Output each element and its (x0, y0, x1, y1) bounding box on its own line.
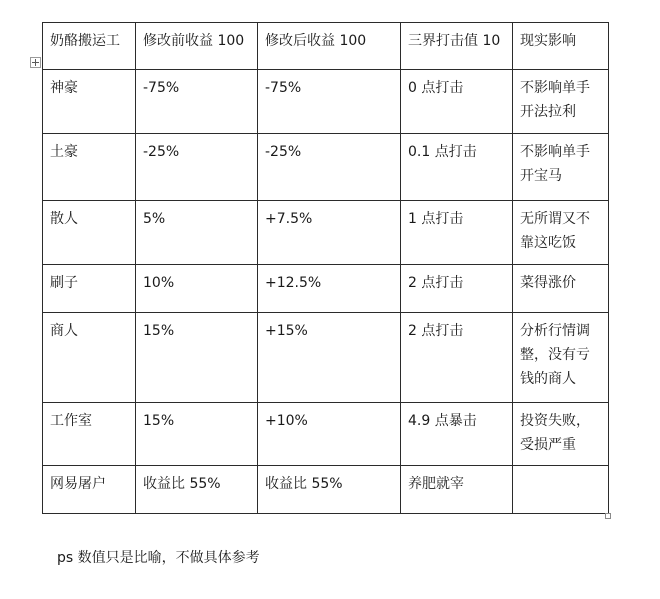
row-name-cell[interactable]: 神豪 (43, 70, 136, 134)
row-impact-cell[interactable]: 分析行情调整，没有亏钱的商人 (513, 313, 609, 403)
row-name-cell[interactable]: 网易屠户 (43, 466, 136, 514)
row-hit-cell[interactable]: 养肥就宰 (401, 466, 513, 514)
row-after-cell[interactable]: +12.5% (258, 265, 401, 313)
row-before-cell[interactable]: 10% (136, 265, 258, 313)
row-impact-cell[interactable]: 不影响单手开宝马 (513, 134, 609, 201)
table-row (43, 403, 609, 466)
row-impact-cell[interactable]: 不影响单手开法拉利 (513, 70, 609, 134)
row-name-cell[interactable]: 散人 (43, 201, 136, 265)
table-row (43, 70, 609, 134)
row-before-cell[interactable]: 15% (136, 313, 258, 403)
row-impact-cell[interactable]: 投资失败，受损严重 (513, 403, 609, 466)
row-name-cell[interactable]: 土豪 (43, 134, 136, 201)
table-header-row (43, 23, 609, 66)
row-after-cell[interactable]: 收益比 55% (258, 466, 401, 514)
row-after-cell[interactable]: +15% (258, 313, 401, 403)
table-row (43, 265, 609, 313)
row-hit-cell[interactable]: 4.9 点暴击 (401, 403, 513, 466)
row-before-cell[interactable]: 5% (136, 201, 258, 265)
row-after-cell[interactable]: -75% (258, 70, 401, 134)
table-move-handle-icon[interactable] (30, 57, 41, 68)
row-name-cell[interactable]: 商人 (43, 313, 136, 403)
row-impact-cell[interactable]: 无所谓又不靠这吃饭 (513, 201, 609, 265)
row-impact-cell[interactable] (513, 466, 609, 514)
footnote: ps 数值只是比喻，不做具体参考 (57, 550, 260, 566)
header-cell-impact[interactable]: 现实影响 (513, 23, 609, 66)
row-after-cell[interactable]: +7.5% (258, 201, 401, 265)
comparison-table (42, 22, 609, 514)
header-cell-after[interactable]: 修改后收益 100 (258, 23, 401, 66)
row-name-cell[interactable]: 工作室 (43, 403, 136, 466)
row-before-cell[interactable]: 收益比 55% (136, 466, 258, 514)
header-cell-name[interactable]: 奶酪搬运工 (43, 23, 136, 66)
row-hit-cell[interactable]: 0 点打击 (401, 70, 513, 134)
row-hit-cell[interactable]: 2 点打击 (401, 313, 513, 403)
row-before-cell[interactable]: 15% (136, 403, 258, 466)
table-resize-handle-icon[interactable] (605, 513, 611, 519)
table-row (43, 201, 609, 265)
row-before-cell[interactable]: -75% (136, 70, 258, 134)
row-name-cell[interactable]: 刷子 (43, 265, 136, 313)
row-hit-cell[interactable]: 1 点打击 (401, 201, 513, 265)
row-before-cell[interactable]: -25% (136, 134, 258, 201)
row-after-cell[interactable]: +10% (258, 403, 401, 466)
row-hit-cell[interactable]: 2 点打击 (401, 265, 513, 313)
header-cell-hit[interactable]: 三界打击值 10 (401, 23, 513, 66)
table-row (43, 313, 609, 403)
row-after-cell[interactable]: -25% (258, 134, 401, 201)
header-cell-before[interactable]: 修改前收益 100 (136, 23, 258, 66)
row-hit-cell[interactable]: 0.1 点打击 (401, 134, 513, 201)
table-row (43, 134, 609, 201)
row-impact-cell[interactable]: 菜得涨价 (513, 265, 609, 313)
table-row (43, 466, 609, 514)
